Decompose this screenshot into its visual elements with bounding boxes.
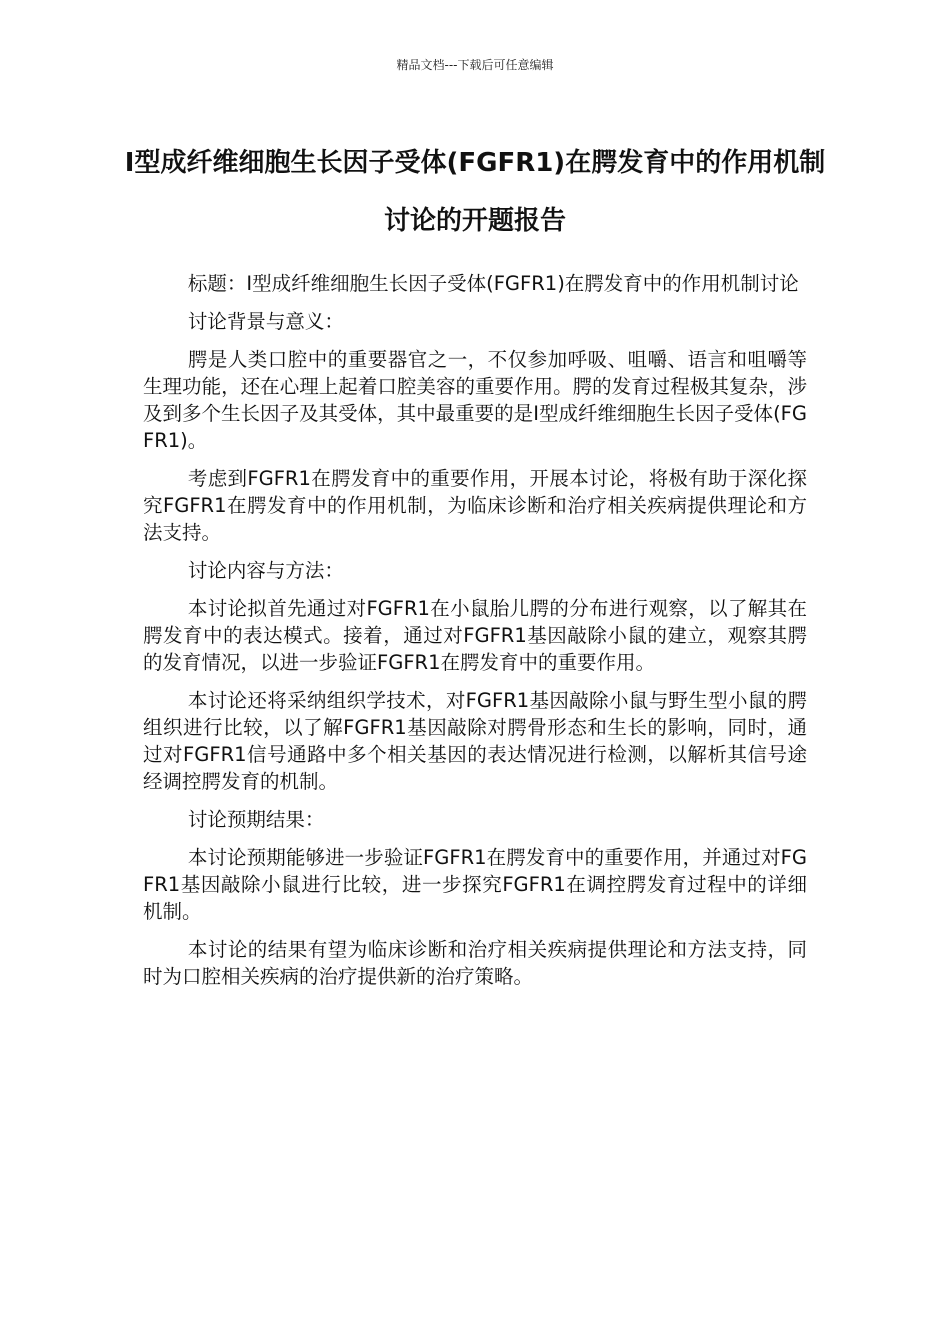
document-title: I型成纤维细胞生长因子受体(FGFR1)在腭发育中的作用机制讨论的开题报告 (124, 148, 826, 236)
paragraph-significance: 考虑到FGFR1在腭发育中的重要作用，开展本讨论，将极有助于深化探究FGFR1在腭发育中的作用机制，为临床诊断和治疗相关疾病提供理论和方法支持。 (143, 467, 807, 544)
paragraph-expected-results-2: 本讨论的结果有望为临床诊断和治疗相关疾病提供理论和方法支持，同时为口腔相关疾病的治疗提供新的治疗策略。 (143, 938, 807, 988)
section-heading-expected-results: 讨论预期结果： (187, 808, 325, 831)
section-heading-methods: 讨论内容与方法： (187, 559, 344, 582)
paragraph-methods-1: 本讨论拟首先通过对FGFR1在小鼠胎儿腭的分布进行观察，以了解其在腭发育中的表达模式。接着，通过对FGFR1基因敲除小鼠的建立，观察其腭的发育情况，以进一步验证FGFR1在腭发育中的重要作用。 (143, 597, 807, 674)
paragraph-background: 腭是人类口腔中的重要器官之一，不仅参加呼吸、咀嚼、语言和咀嚼等生理功能，还在心理上起着口腔美容的重要作用。腭的发育过程极其复杂，涉及到多个生长因子及其受体，其中最重要的是I型成纤维细胞生长因子受体(FGFR1)。 (143, 348, 807, 452)
page-header: 精品文档---下载后可任意编辑 (396, 58, 554, 72)
paragraph-methods-2: 本讨论还将采纳组织学技术，对FGFR1基因敲除小鼠与野生型小鼠的腭组织进行比较，以了解FGFR1基因敲除对腭骨形态和生长的影响，同时，通过对FGFR1信号通路中多个相关基因的表达情况进行检测，以解析其信号途经调控腭发育的机制。 (143, 689, 807, 793)
paragraph-title-line: 标题：I型成纤维细胞生长因子受体(FGFR1)在腭发育中的作用机制讨论 (187, 272, 799, 295)
document-body (143, 270, 807, 1001)
paragraph-expected-results-1: 本讨论预期能够进一步验证FGFR1在腭发育中的重要作用，并通过对FGFR1基因敲除小鼠进行比较，进一步探究FGFR1在调控腭发育过程中的详细机制。 (143, 846, 807, 923)
section-heading-background: 讨论背景与意义： (187, 310, 344, 333)
